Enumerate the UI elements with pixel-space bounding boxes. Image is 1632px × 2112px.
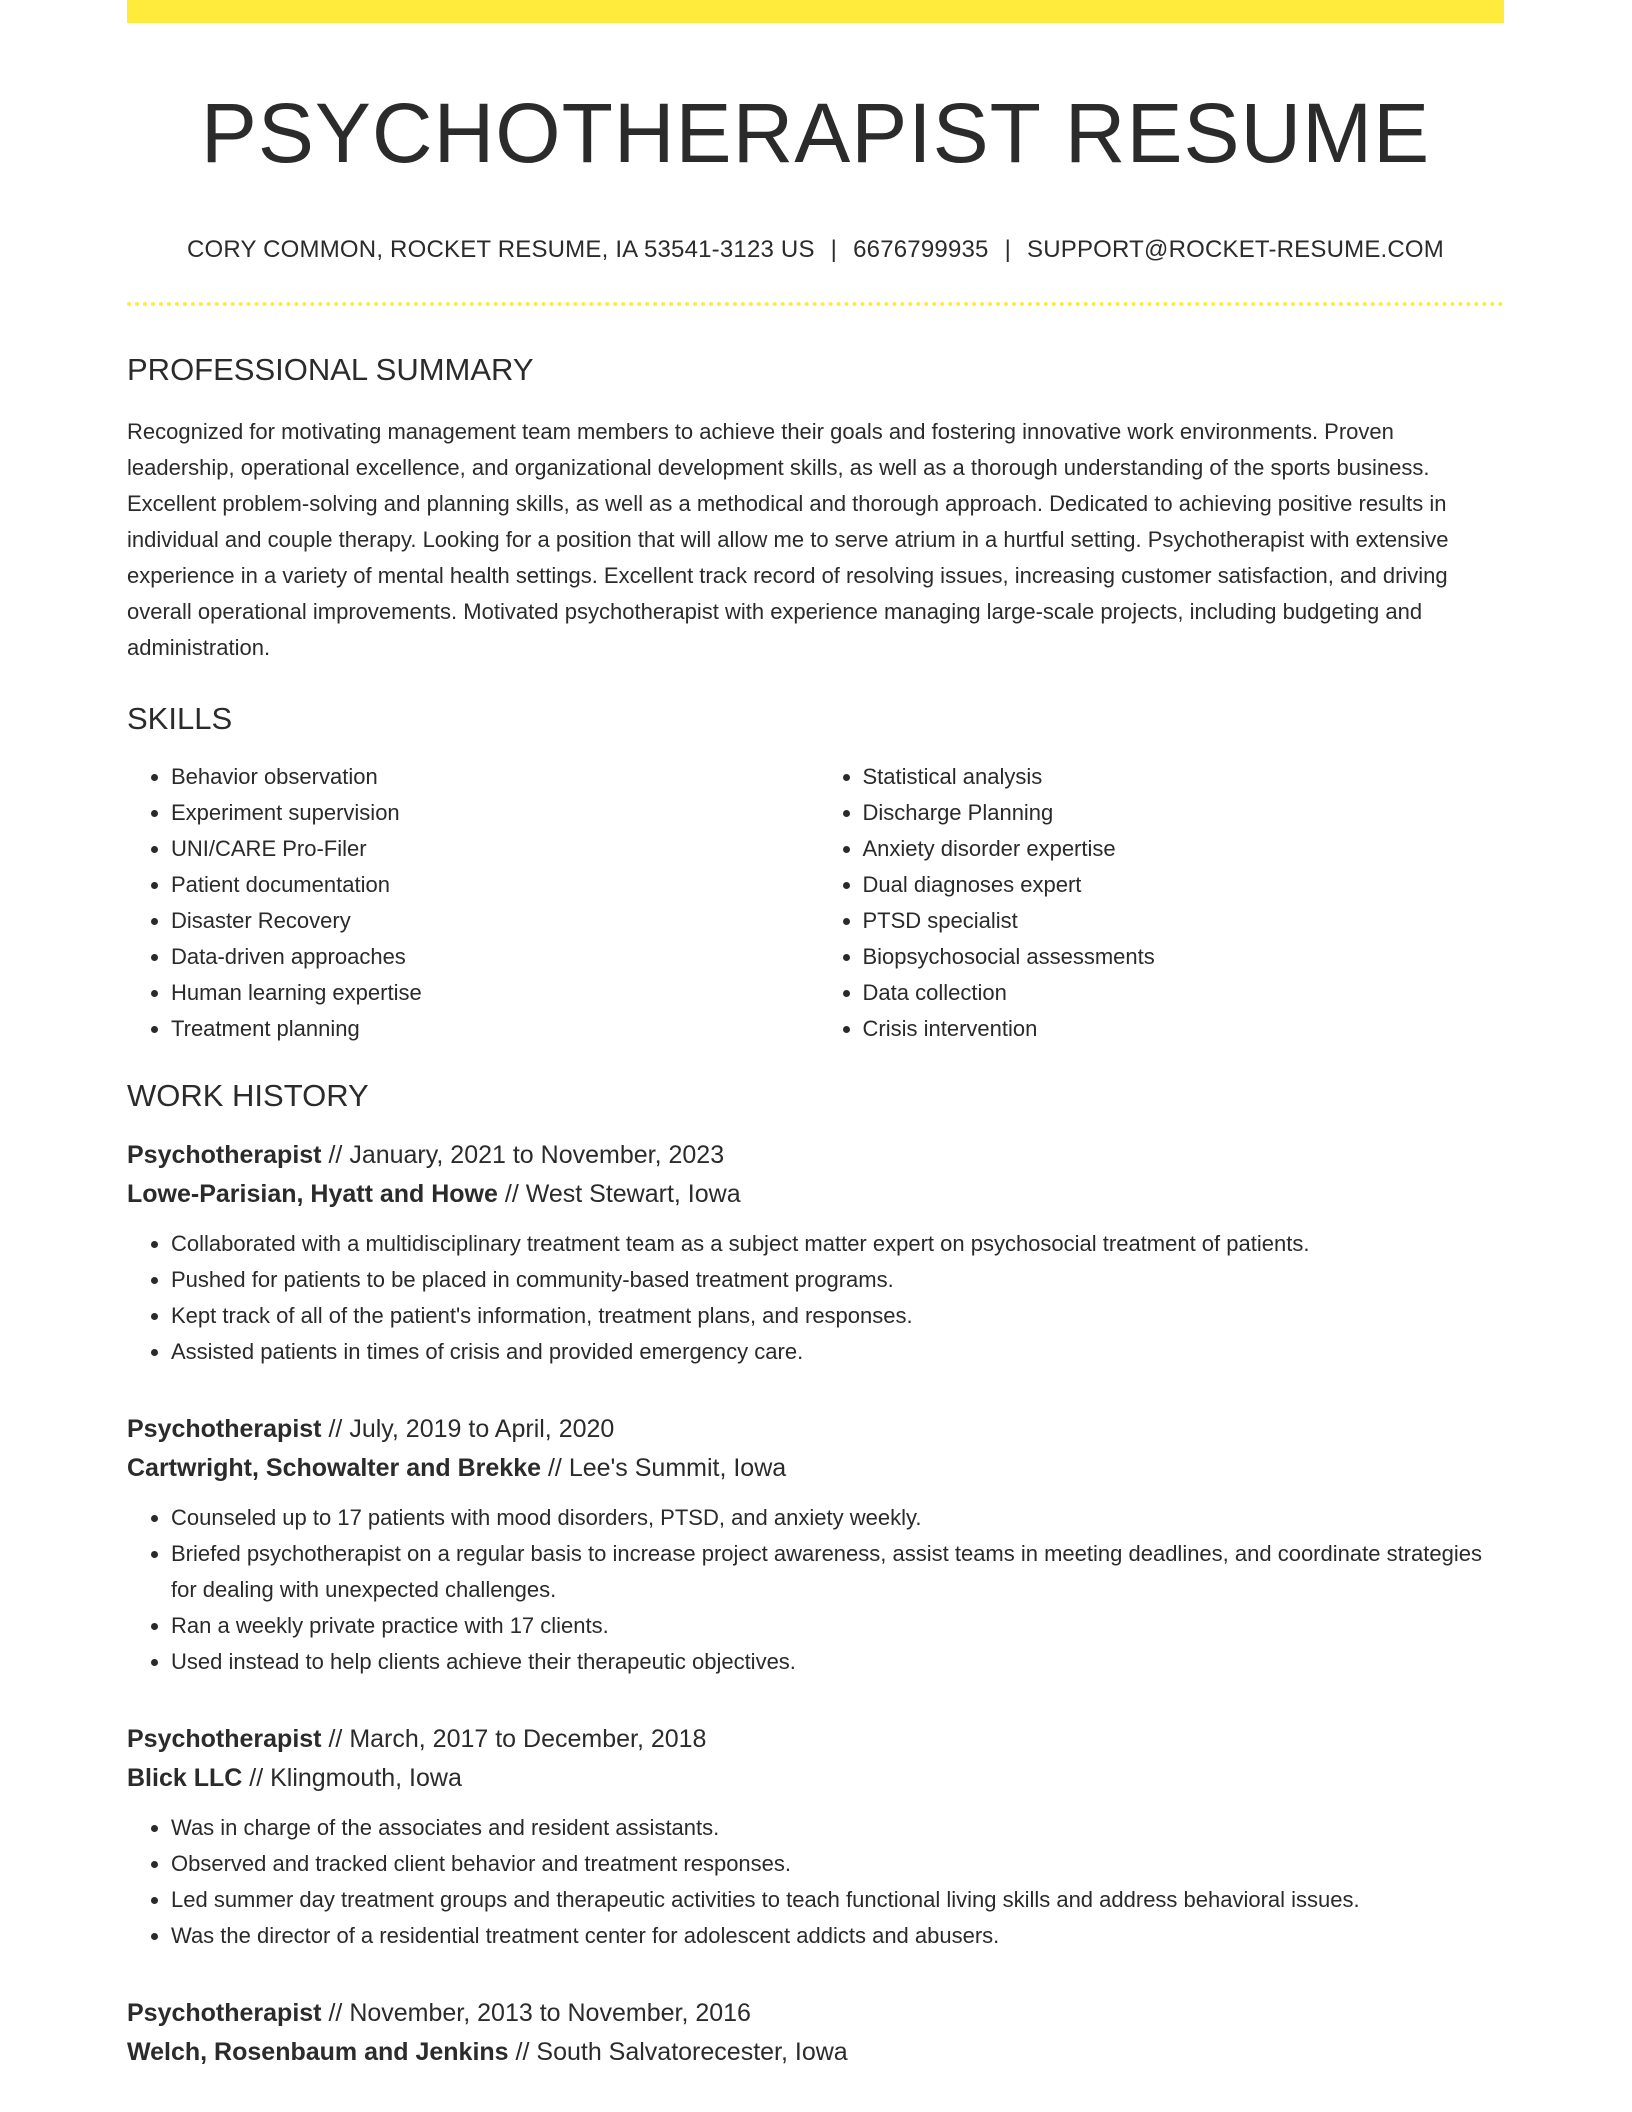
skill-item: • Experiment supervision (171, 795, 813, 831)
job-dates: November, 2013 to November, 2016 (349, 1999, 751, 2028)
job-company-line (127, 2033, 1504, 2072)
job-bullet: • Observed and tracked client behavior and treatment responses. (171, 1846, 1504, 1882)
job-title-line (127, 1410, 1504, 1449)
job-company-line (127, 1759, 1504, 1798)
job-divider: // (321, 1415, 350, 1444)
job-role: Psychotherapist (127, 1725, 322, 1754)
job-bullet: • Counseled up to 17 patients with mood disorders, PTSD, and anxiety weekly. (171, 1500, 1504, 1536)
skill-item: • Treatment planning (171, 1011, 813, 1047)
contact-separator: | (830, 235, 838, 263)
top-accent-bar (127, 0, 1504, 23)
skill-item: • Anxiety disorder expertise (863, 831, 1505, 867)
job-bullet: • Used instead to help clients achieve their therapeutic objectives. (171, 1644, 1504, 1680)
job-dates: March, 2017 to December, 2018 (349, 1725, 707, 1754)
contact-address: CORY COMMON, ROCKET RESUME, IA 53541-3123 US (187, 235, 815, 263)
job-bullets (127, 1500, 1504, 1680)
skills-list (127, 759, 1504, 1047)
job-location: West Stewart, Iowa (525, 1180, 741, 1209)
job-dates: July, 2019 to April, 2020 (349, 1415, 615, 1444)
job-divider: // (321, 1141, 350, 1170)
job-location: South Salvatorecester, Iowa (536, 2038, 848, 2067)
job-bullets (127, 1810, 1504, 1954)
job-divider: // (508, 2038, 537, 2067)
job-entry (127, 1994, 1504, 2072)
job-divider: // (541, 1454, 569, 1483)
skill-item: • Crisis intervention (863, 1011, 1505, 1047)
contact-separator: | (1004, 235, 1012, 263)
job-bullet: • Collaborated with a multidisciplinary treatment team as a subject matter expert on psychosocial treatment of patients. (171, 1226, 1504, 1262)
job-company-line (127, 1175, 1504, 1214)
dotted-divider (127, 302, 1504, 306)
skill-item: • Human learning expertise (171, 975, 813, 1011)
job-bullets (127, 1226, 1504, 1370)
job-divider: // (321, 1999, 350, 2028)
skill-item: • Data collection (863, 975, 1505, 1011)
summary-heading: PROFESSIONAL SUMMARY (127, 351, 534, 387)
job-divider: // (321, 1725, 350, 1754)
work-history-heading: WORK HISTORY (127, 1078, 369, 1114)
job-entry (127, 1720, 1504, 1954)
job-title-line (127, 1136, 1504, 1175)
job-bullet: • Led summer day treatment groups and therapeutic activities to teach functional living skills and address behavioral issues. (171, 1882, 1504, 1918)
job-bullet: • Was in charge of the associates and resident assistants. (171, 1810, 1504, 1846)
skill-item: • Biopsychosocial assessments (863, 939, 1505, 975)
skill-item: • PTSD specialist (863, 903, 1505, 939)
job-dates: January, 2021 to November, 2023 (349, 1141, 725, 1170)
skill-item: • UNI/CARE Pro-Filer (171, 831, 813, 867)
job-role: Psychotherapist (127, 1415, 322, 1444)
job-title-line (127, 1994, 1504, 2033)
job-bullet: • Assisted patients in times of crisis and provided emergency care. (171, 1334, 1504, 1370)
job-company: Lowe-Parisian, Hyatt and Howe (127, 1180, 498, 1209)
job-role: Psychotherapist (127, 1999, 322, 2028)
contact-phone: 6676799935 (853, 235, 989, 263)
skill-item: • Disaster Recovery (171, 903, 813, 939)
job-bullet: • Pushed for patients to be placed in community-based treatment programs. (171, 1262, 1504, 1298)
skill-item: • Statistical analysis (863, 759, 1505, 795)
job-company-line (127, 1449, 1504, 1488)
job-divider: // (242, 1764, 271, 1793)
skills-column-left (127, 759, 813, 1047)
job-role: Psychotherapist (127, 1141, 322, 1170)
job-company: Blick LLC (127, 1764, 243, 1793)
skill-item: • Data-driven approaches (171, 939, 813, 975)
resume-page (127, 0, 1504, 2072)
skills-heading: SKILLS (127, 700, 233, 736)
job-entry (127, 1136, 1504, 1370)
job-entry (127, 1410, 1504, 1680)
skill-item: • Dual diagnoses expert (863, 867, 1505, 903)
job-location: Klingmouth, Iowa (270, 1764, 462, 1793)
contact-email: SUPPORT@ROCKET-RESUME.COM (1027, 235, 1444, 263)
job-location: Lee's Summit, Iowa (568, 1454, 787, 1483)
skills-column-right (813, 759, 1505, 1047)
skill-item: • Patient documentation (171, 867, 813, 903)
job-divider: // (497, 1180, 526, 1209)
job-bullet: • Kept track of all of the patient's information, treatment plans, and responses. (171, 1298, 1504, 1334)
summary-text: Recognized for motivating management team members to achieve their goals and fostering innovative work environments. Proven leadership, operational excellence, and organizational development skills, as well as a thorough understanding of the sports business. Excellent problem-solving and planning skills, as well as a methodical and thorough approach. Dedicated to achieving positive results in individual and couple therapy. Looking for a position that will allow me to serve atrium in a hurtful setting. Psychotherapist with extensive experience in a variety of mental health settings. Excellent track record of resolving issues, increasing customer satisfaction, and driving overall operational improvements. Motivated psychotherapist with experience managing large-scale projects, including budgeting and administration. (127, 418, 1449, 660)
job-bullet: • Was the director of a residential treatment center for adolescent addicts and abusers. (171, 1918, 1504, 1954)
skill-item: • Discharge Planning (863, 795, 1505, 831)
job-bullet: • Briefed psychotherapist on a regular basis to increase project awareness, assist teams in meeting deadlines, and coordinate strategies for dealing with unexpected challenges. (171, 1536, 1504, 1608)
job-bullet: • Ran a weekly private practice with 17 clients. (171, 1608, 1504, 1644)
skill-item: • Behavior observation (171, 759, 813, 795)
resume-title: PSYCHOTHERAPIST RESUME (200, 86, 1431, 180)
job-title-line (127, 1720, 1504, 1759)
contact-line (127, 236, 1504, 264)
job-company: Cartwright, Schowalter and Brekke (127, 1454, 542, 1483)
job-company: Welch, Rosenbaum and Jenkins (127, 2038, 509, 2067)
